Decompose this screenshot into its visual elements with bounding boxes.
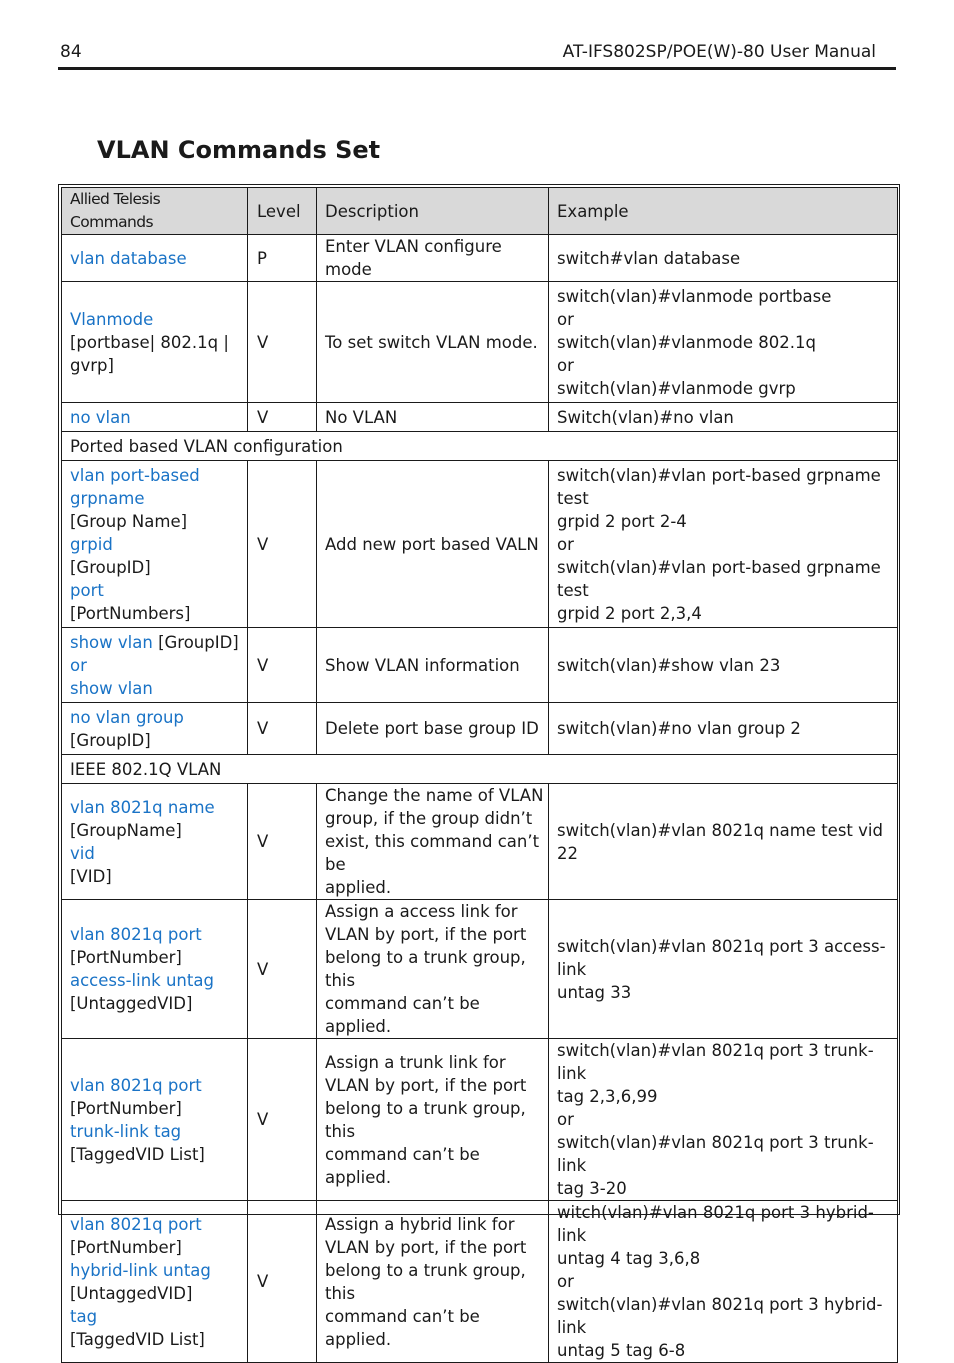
vlan-commands-table bbox=[61, 187, 898, 1363]
description-line: Assign a access link for bbox=[325, 902, 518, 921]
command-line bbox=[70, 1074, 247, 1097]
example-cell bbox=[549, 1201, 898, 1363]
description-cell bbox=[317, 461, 549, 628]
command-parameter: [TaggedVID List] bbox=[70, 1329, 205, 1349]
command-keyword: grpid bbox=[70, 534, 113, 554]
command-line bbox=[70, 247, 247, 270]
example-line: untag 33 bbox=[557, 982, 632, 1002]
example-line: untag 4 tag 3,6,8 bbox=[557, 1249, 701, 1268]
example-cell bbox=[549, 235, 898, 282]
command-line bbox=[70, 842, 247, 865]
command-parameter: [TaggedVID List] bbox=[70, 1144, 205, 1164]
section-header-cell: IEEE 802.1Q VLAN bbox=[62, 755, 898, 784]
level-cell: V bbox=[248, 461, 317, 628]
example-cell bbox=[549, 628, 898, 703]
table-row bbox=[62, 1039, 898, 1201]
command-parameter: [UntaggedVID] bbox=[70, 994, 193, 1013]
example-line: or bbox=[557, 534, 574, 554]
example-line: switch(vlan)#show vlan 23 bbox=[557, 655, 781, 675]
command-line bbox=[70, 1120, 247, 1143]
command-keyword: vlan 8021q name bbox=[70, 797, 215, 817]
example-cell bbox=[549, 403, 898, 432]
command-line bbox=[70, 677, 247, 700]
description-line: Assign a hybrid link for bbox=[325, 1214, 515, 1234]
description-cell bbox=[317, 900, 549, 1039]
command-line bbox=[70, 969, 247, 992]
level-cell: V bbox=[248, 1039, 317, 1201]
description-cell bbox=[317, 628, 549, 703]
example-line: switch(vlan)#vlan 8021q port 3 hybrid-link bbox=[557, 1295, 883, 1337]
command-line bbox=[70, 1282, 247, 1305]
table-row bbox=[62, 628, 898, 703]
example-line: grpid 2 port 2-4 bbox=[557, 511, 687, 531]
command-cell bbox=[62, 900, 248, 1039]
command-line bbox=[70, 865, 247, 888]
command-keyword: vid bbox=[70, 843, 95, 863]
command-parameter: [PortNumber] bbox=[70, 1098, 182, 1118]
description-line: Add new port based VALN bbox=[325, 534, 539, 554]
command-line bbox=[70, 579, 247, 602]
table-header-row bbox=[62, 188, 898, 235]
command-cell bbox=[62, 235, 248, 282]
example-line: or bbox=[557, 1272, 574, 1291]
description-cell bbox=[317, 282, 549, 403]
description-line: Assign a trunk link for bbox=[325, 1052, 506, 1072]
command-line bbox=[70, 487, 247, 510]
command-keyword: vlan 8021q port bbox=[70, 925, 202, 944]
command-line bbox=[70, 923, 247, 946]
command-line bbox=[70, 1213, 247, 1236]
command-cell bbox=[62, 403, 248, 432]
example-line: switch#vlan database bbox=[557, 248, 741, 268]
command-keyword: or bbox=[70, 655, 87, 675]
table-row bbox=[62, 461, 898, 628]
command-line bbox=[70, 354, 247, 377]
table-row bbox=[62, 403, 898, 432]
header-rule bbox=[58, 67, 896, 70]
description-line: command can’t be applied. bbox=[325, 1144, 480, 1187]
example-line: or bbox=[557, 1110, 574, 1129]
table-row bbox=[62, 784, 898, 900]
command-line bbox=[70, 729, 247, 752]
command-line bbox=[70, 556, 247, 579]
level-cell: V bbox=[248, 703, 317, 755]
description-cell bbox=[317, 1201, 549, 1363]
example-line: switch(vlan)#vlan 8021q port 3 trunk-link bbox=[557, 1133, 874, 1175]
command-keyword: no vlan bbox=[70, 407, 131, 427]
description-cell bbox=[317, 784, 549, 900]
section-header-cell: Ported based VLAN configuration bbox=[62, 432, 898, 461]
example-line: or bbox=[557, 309, 574, 329]
example-line: switch(vlan)#vlan 8021q port 3 trunk-link bbox=[557, 1041, 874, 1083]
example-line: switch(vlan)#vlan 8021q name test vid 22 bbox=[557, 820, 883, 863]
example-cell bbox=[549, 703, 898, 755]
command-parameter: [GroupID] bbox=[158, 632, 239, 652]
command-cell bbox=[62, 628, 248, 703]
command-parameter: [GroupName] bbox=[70, 820, 182, 840]
command-keyword: Vlanmode bbox=[70, 309, 154, 329]
command-line bbox=[70, 1328, 247, 1351]
level-cell: V bbox=[248, 403, 317, 432]
column-header-description: Description bbox=[317, 188, 549, 235]
description-line: command can’t be applied. bbox=[325, 1306, 480, 1349]
command-line bbox=[70, 631, 247, 654]
description-line: exist, this command can’t be bbox=[325, 832, 540, 874]
description-line: Delete port base group ID bbox=[325, 719, 539, 738]
column-header-level: Level bbox=[248, 188, 317, 235]
description-line: Change the name of VLAN bbox=[325, 786, 544, 805]
example-cell bbox=[549, 900, 898, 1039]
command-keyword: vlan 8021q port bbox=[70, 1214, 202, 1234]
command-parameter: [Group Name] bbox=[70, 511, 188, 531]
command-line bbox=[70, 464, 247, 487]
description-line: group, if the group didn’t bbox=[325, 809, 533, 828]
example-line: tag 2,3,6,99 bbox=[557, 1087, 658, 1106]
example-line: witch(vlan)#vlan 8021q port 3 hybrid-link bbox=[557, 1203, 874, 1245]
description-line: belong to a trunk group, this bbox=[325, 1098, 526, 1141]
example-line: or bbox=[557, 355, 574, 375]
command-line bbox=[70, 1259, 247, 1282]
example-line: switch(vlan)#vlanmode gvrp bbox=[557, 378, 796, 398]
description-line: VLAN by port, if the port bbox=[325, 1237, 527, 1257]
command-keyword: trunk-link tag bbox=[70, 1121, 182, 1141]
table-row bbox=[62, 900, 898, 1039]
level-cell: V bbox=[248, 628, 317, 703]
command-parameter: [GroupID] bbox=[70, 730, 151, 750]
command-line bbox=[70, 533, 247, 556]
command-keyword: access-link untag bbox=[70, 971, 214, 990]
example-line: tag 3-20 bbox=[557, 1179, 627, 1198]
command-line bbox=[70, 654, 247, 677]
command-line bbox=[70, 946, 247, 969]
command-line bbox=[70, 1097, 247, 1120]
command-keyword: vlan database bbox=[70, 248, 187, 268]
level-cell: V bbox=[248, 900, 317, 1039]
command-parameter: gvrp] bbox=[70, 355, 114, 375]
example-line: switch(vlan)#no vlan group 2 bbox=[557, 719, 801, 738]
level-cell: V bbox=[248, 1201, 317, 1363]
command-parameter: [VID] bbox=[70, 866, 112, 886]
command-keyword: no vlan group bbox=[70, 707, 184, 727]
command-cell bbox=[62, 1039, 248, 1201]
description-line: belong to a trunk group, this bbox=[325, 948, 526, 990]
command-line bbox=[70, 331, 247, 354]
example-line: Switch(vlan)#no vlan bbox=[557, 407, 734, 427]
command-parameter: [UntaggedVID] bbox=[70, 1283, 193, 1303]
command-cell bbox=[62, 461, 248, 628]
command-line bbox=[70, 706, 247, 729]
example-cell bbox=[549, 784, 898, 900]
section-header-row bbox=[62, 755, 898, 784]
example-line: switch(vlan)#vlan port-based grpname test bbox=[557, 557, 881, 600]
command-keyword: vlan 8021q port bbox=[70, 1075, 202, 1095]
table-row bbox=[62, 282, 898, 403]
command-parameter: [GroupID] bbox=[70, 557, 151, 577]
description-line: VLAN by port, if the port bbox=[325, 1075, 527, 1095]
command-line bbox=[70, 308, 247, 331]
command-keyword: show vlan bbox=[70, 632, 159, 652]
example-cell bbox=[549, 1039, 898, 1201]
command-line bbox=[70, 406, 247, 429]
column-header-commands: Allied Telesis Commands bbox=[62, 188, 248, 235]
description-cell bbox=[317, 235, 549, 282]
example-line: untag 5 tag 6-8 bbox=[557, 1341, 686, 1360]
section-header-row bbox=[62, 432, 898, 461]
example-cell bbox=[549, 461, 898, 628]
example-line: switch(vlan)#vlanmode 802.1q bbox=[557, 332, 816, 352]
command-cell bbox=[62, 784, 248, 900]
command-line bbox=[70, 510, 247, 533]
command-keyword: grpname bbox=[70, 488, 145, 508]
table-row bbox=[62, 1201, 898, 1363]
command-cell bbox=[62, 282, 248, 403]
description-cell bbox=[317, 403, 549, 432]
command-keyword: tag bbox=[70, 1306, 98, 1326]
description-cell bbox=[317, 1039, 549, 1201]
description-cell bbox=[317, 703, 549, 755]
command-line bbox=[70, 602, 247, 625]
command-line bbox=[70, 992, 247, 1015]
command-cell bbox=[62, 1201, 248, 1363]
page-number: 84 bbox=[60, 42, 82, 62]
column-header-example: Example bbox=[549, 188, 898, 235]
command-parameter: [PortNumbers] bbox=[70, 603, 191, 623]
description-line: command can’t be applied. bbox=[325, 994, 480, 1036]
command-parameter: [PortNumber] bbox=[70, 1237, 182, 1257]
command-keyword: port bbox=[70, 580, 104, 600]
example-line: grpid 2 port 2,3,4 bbox=[557, 603, 702, 623]
command-line bbox=[70, 1305, 247, 1328]
command-keyword: show vlan bbox=[70, 678, 153, 698]
description-line: Show VLAN information bbox=[325, 655, 520, 675]
command-line bbox=[70, 1143, 247, 1166]
table-row bbox=[62, 703, 898, 755]
description-line: belong to a trunk group, this bbox=[325, 1260, 526, 1303]
description-line: No VLAN bbox=[325, 407, 398, 427]
description-line: VLAN by port, if the port bbox=[325, 925, 527, 944]
command-line bbox=[70, 819, 247, 842]
table-row bbox=[62, 235, 898, 282]
example-cell bbox=[549, 282, 898, 403]
example-line: switch(vlan)#vlanmode portbase bbox=[557, 286, 832, 306]
description-line: applied. bbox=[325, 878, 392, 897]
command-keyword: vlan port-based bbox=[70, 465, 200, 485]
example-line: switch(vlan)#vlan port-based grpname test bbox=[557, 465, 881, 508]
command-parameter: [portbase| 802.1q | bbox=[70, 332, 229, 352]
command-keyword: hybrid-link untag bbox=[70, 1260, 211, 1280]
table-body bbox=[62, 235, 898, 1363]
level-cell: V bbox=[248, 784, 317, 900]
description-line: Enter VLAN configure mode bbox=[325, 237, 502, 279]
example-line: switch(vlan)#vlan 8021q port 3 access-link bbox=[557, 936, 886, 979]
command-cell bbox=[62, 703, 248, 755]
section-title: VLAN Commands Set bbox=[97, 136, 381, 164]
command-parameter: [PortNumber] bbox=[70, 948, 182, 967]
level-cell: V bbox=[248, 282, 317, 403]
level-cell: P bbox=[248, 235, 317, 282]
command-line bbox=[70, 796, 247, 819]
description-line: To set switch VLAN mode. bbox=[325, 332, 538, 352]
manual-title: AT-IFS802SP/POE(W)-80 User Manual bbox=[562, 42, 876, 62]
command-line bbox=[70, 1236, 247, 1259]
